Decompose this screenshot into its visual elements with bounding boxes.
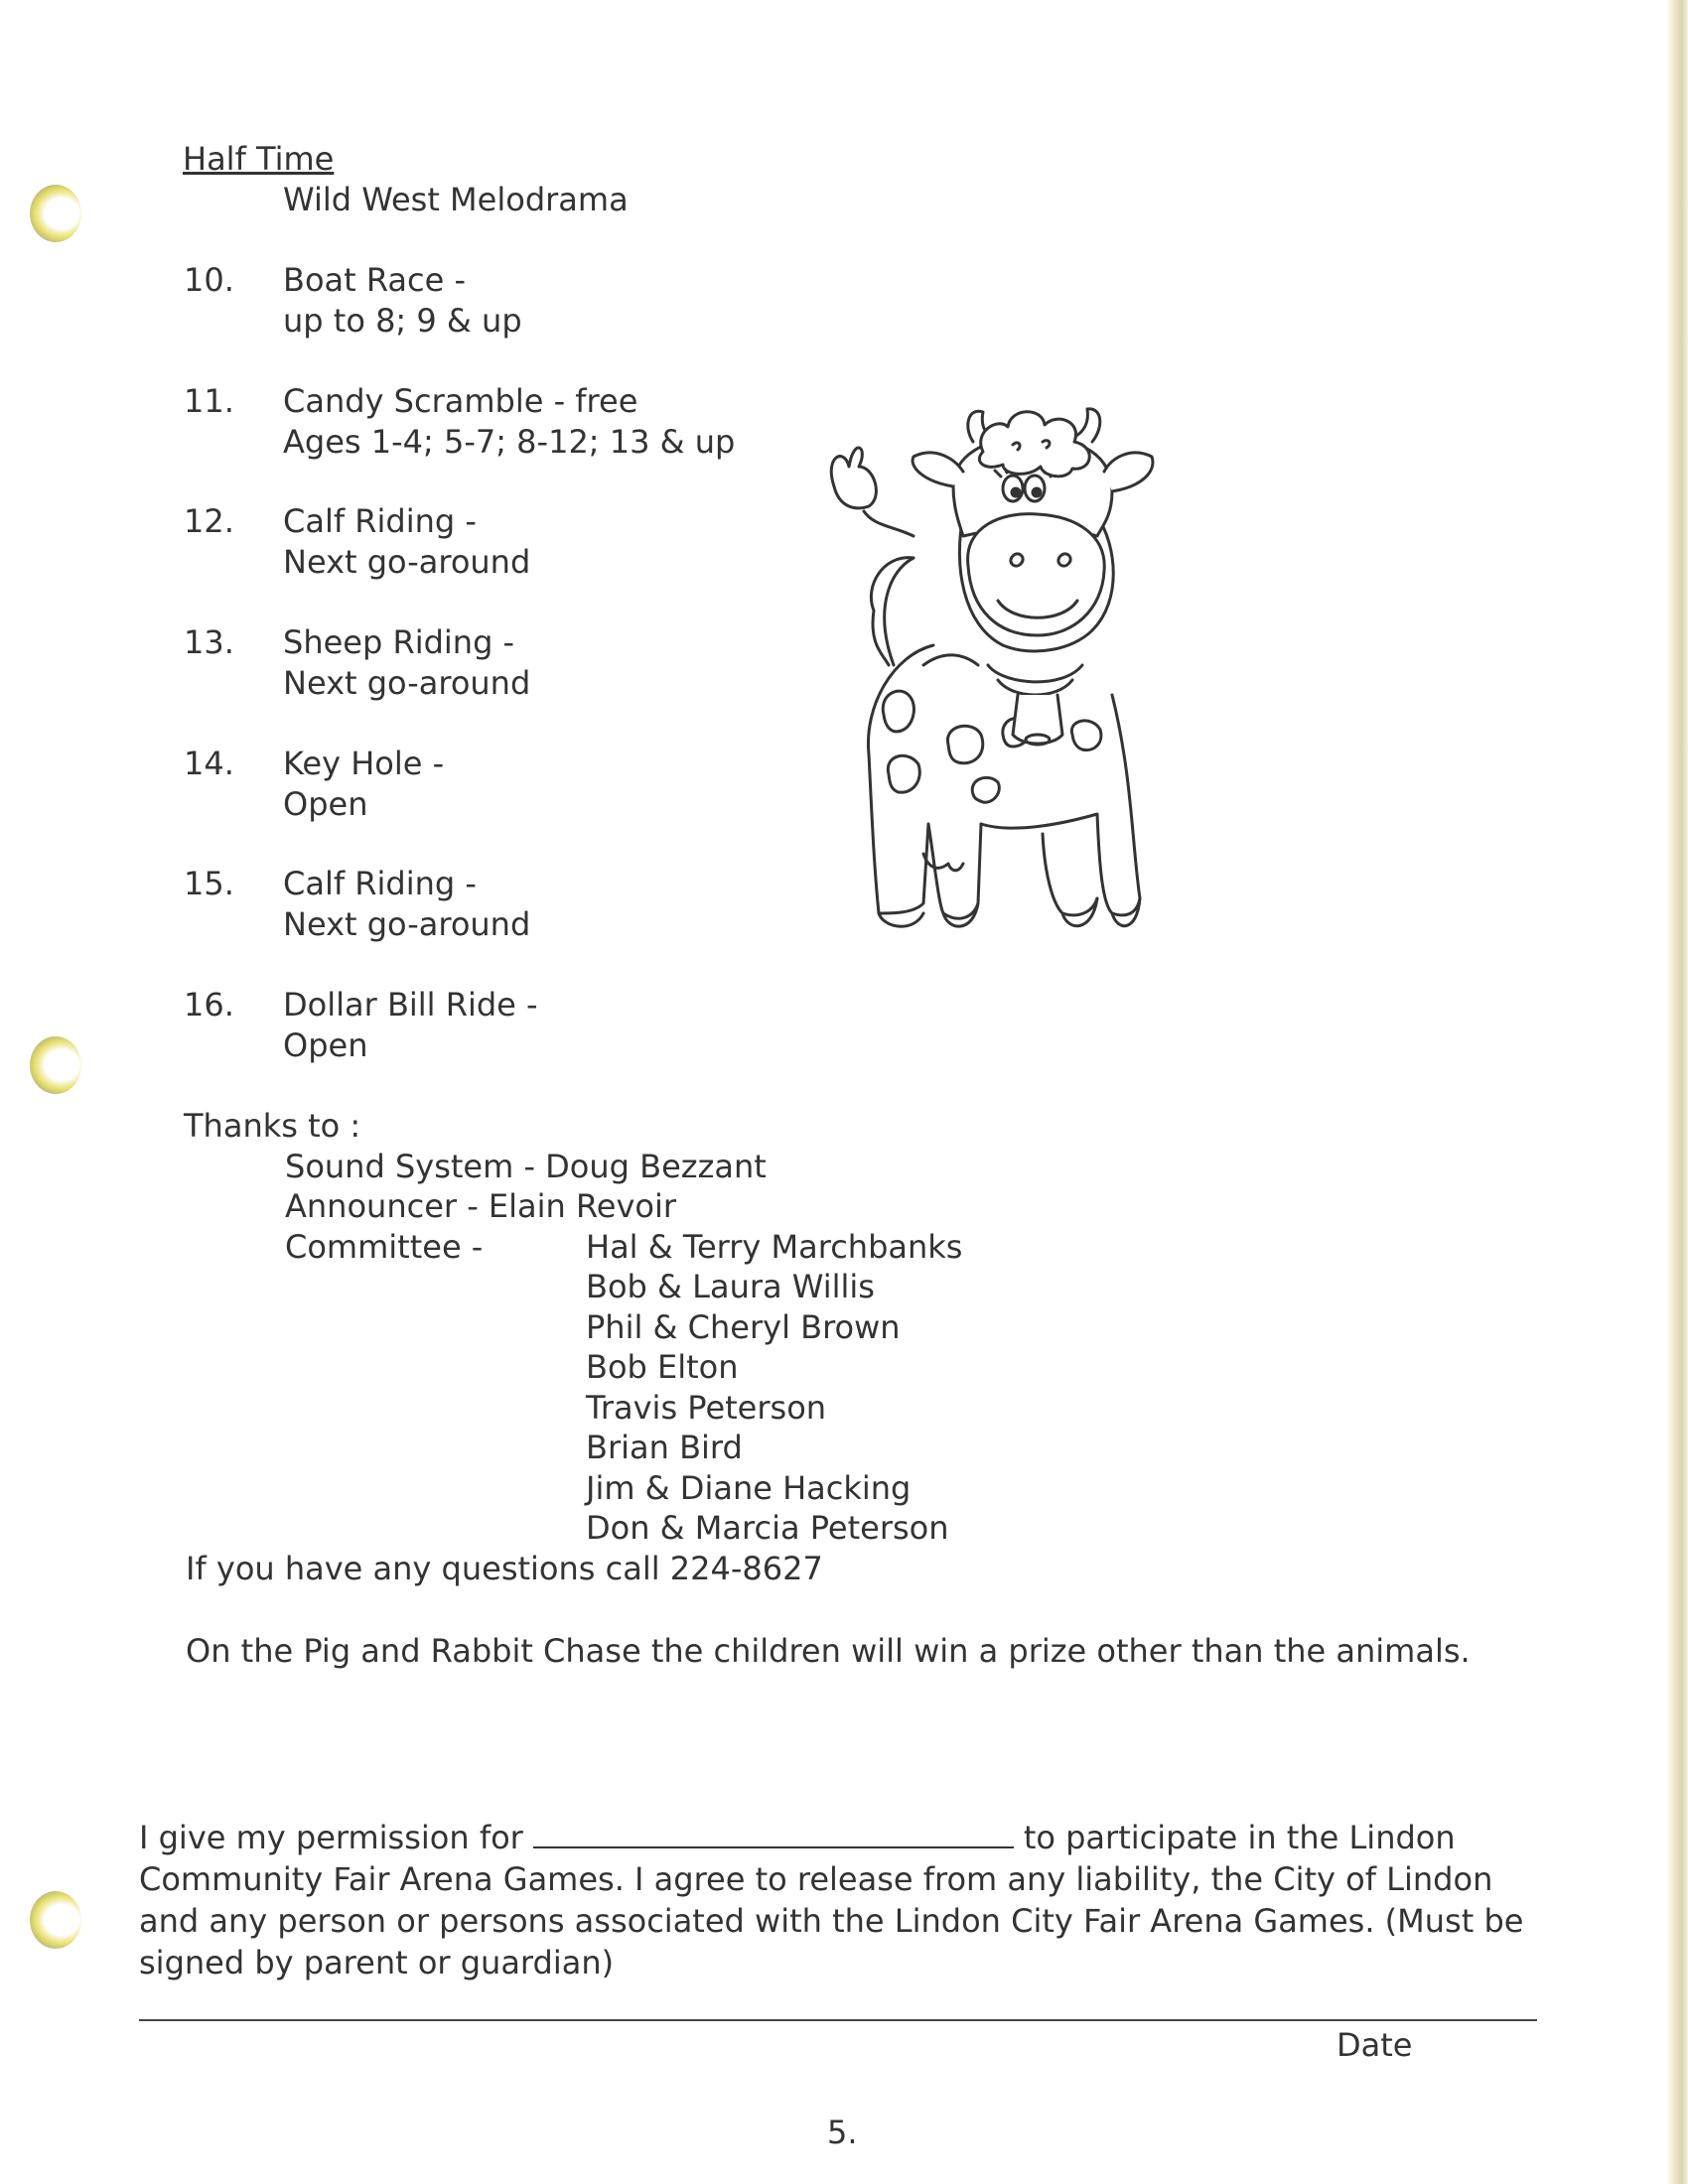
event-number: 10. [184,261,234,299]
event-title: Key Hole - [283,745,445,782]
cow-icon [831,409,1153,926]
thanks-heading: Thanks to : [184,1107,361,1145]
committee-member: Hal & Terry Marchbanks [586,1228,963,1266]
binder-hole [30,185,81,242]
committee-member: Bob Elton [586,1348,739,1386]
page-edge [1666,0,1688,2184]
binder-hole [30,1036,81,1094]
event-detail: up to 8; 9 & up [283,302,522,340]
event-title: Dollar Bill Ride - [283,986,538,1024]
participant-name-blank[interactable] [533,1817,1014,1848]
sound-system-credit: Sound System - Doug Bezzant [285,1148,767,1185]
event-title: Calf Riding - [283,502,477,540]
questions-line: If you have any questions call 224-8627 [186,1550,823,1587]
event-detail: Open [283,1026,368,1064]
event-number: 16. [184,986,234,1024]
announcer-credit: Announcer - Elain Revoir [285,1187,677,1225]
date-label: Date [1336,2026,1413,2064]
committee-member: Don & Marcia Peterson [586,1509,949,1547]
committee-member: Travis Peterson [586,1389,827,1427]
event-number: 11. [184,382,234,420]
event-title: Boat Race - [283,261,466,299]
event-detail: Next go-around [283,664,531,702]
prize-note: On the Pig and Rabbit Chase the children will win a prize other than the animals. [186,1632,1471,1670]
permission-statement [139,1817,1549,1983]
binder-hole [30,1891,81,1949]
half-time-heading: Half Time [183,140,335,178]
committee-member: Brian Bird [586,1429,743,1466]
event-detail: Next go-around [283,543,531,581]
committee-label: Committee - [285,1228,484,1266]
committee-member: Jim & Diane Hacking [586,1469,912,1507]
signature-line[interactable] [139,2019,1537,2021]
permission-text-rest: to participate in the Lindon Community Fair Arena Games. I agree to release from any liability, the City of Lindon and any person or persons associated with the Lindon City Fair Arena Games. (Must be signed by parent or guardian) [139,1819,1524,1981]
event-detail: Next go-around [283,905,531,943]
event-title: Calf Riding - [283,865,477,902]
event-title: Candy Scramble - free [283,382,638,420]
event-detail: Ages 1-4; 5-7; 8-12; 13 & up [283,423,736,461]
event-title: Sheep Riding - [283,623,515,661]
event-number: 13. [184,623,234,661]
committee-member: Phil & Cheryl Brown [586,1308,901,1346]
event-detail: Open [283,785,368,823]
permission-text-start: I give my permission for [139,1819,523,1856]
event-number: 14. [184,745,234,782]
committee-member: Bob & Laura Willis [586,1268,875,1305]
cow-illustration [814,397,1182,1013]
event-number: 12. [184,502,234,540]
page-number: 5. [827,2114,858,2151]
half-time-event: Wild West Melodrama [283,181,629,218]
event-number: 15. [184,865,234,902]
